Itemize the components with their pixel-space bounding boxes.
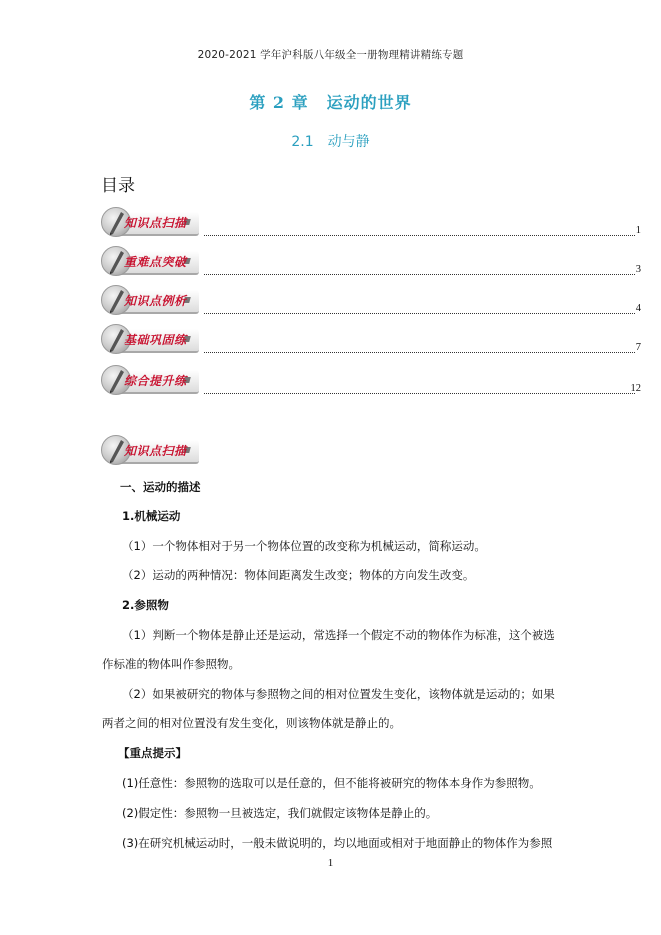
toc-leader: [204, 352, 635, 353]
paragraph: 两者之间的相对位置没有发生变化，则该物体就是静止的。: [102, 716, 401, 730]
toc-item-page: 12: [630, 383, 641, 394]
paragraph: （2）运动的两种情况：物体间距离发生改变；物体的方向发生改变。: [122, 568, 475, 582]
toc-item-page: 3: [635, 264, 641, 275]
toc-item-page: 1: [635, 225, 641, 236]
toc-badge: [101, 323, 201, 355]
pen-icon: [104, 287, 126, 313]
toc-item[interactable]: [101, 245, 641, 281]
toc-item-label: 综合提升练: [124, 374, 187, 388]
section-number: 2.1: [291, 134, 314, 150]
heading-motion: 一、运动的描述: [120, 480, 201, 494]
subheading-reference-object: 2.参照物: [122, 598, 169, 612]
page-number: 1: [327, 857, 334, 869]
toc-badge: [101, 245, 201, 277]
toc-item[interactable]: [101, 323, 641, 359]
paragraph: （2）如果被研究的物体与参照物之间的相对位置发生变化，该物体就是运动的；如果: [122, 687, 555, 701]
toc-item-label: 知识点例析: [124, 294, 187, 308]
toc-item[interactable]: [101, 364, 641, 400]
toc-leader: [204, 274, 635, 275]
page-header: 2020-2021 学年沪科版八年级全一册物理精讲精练专题: [197, 49, 464, 61]
toc-item-page: 7: [635, 342, 641, 353]
toc-leader: [204, 313, 635, 314]
subheading-mechanical-motion: 1.机械运动: [122, 509, 181, 523]
toc-badge: [101, 364, 201, 396]
toc-item[interactable]: [101, 284, 641, 320]
pen-icon: [104, 367, 126, 393]
paragraph: （1）一个物体相对于另一个物体位置的改变称为机械运动，简称运动。: [122, 539, 486, 553]
toc-item-label: 基础巩固练: [124, 333, 187, 347]
chapter-number: 第 2 章: [249, 93, 309, 112]
pen-icon: [104, 209, 126, 235]
toc-item-page: 4: [635, 303, 641, 314]
pen-icon: [104, 248, 126, 274]
tip-item: (3)在研究机械运动时，一般未做说明的，均以地面或相对于地面静止的物体作为参照: [122, 836, 553, 850]
section-badge-label: 知识点扫描: [124, 444, 187, 458]
pen-icon: [104, 437, 126, 463]
toc-title: 目录: [101, 176, 135, 196]
tip-title: 【重点提示】: [118, 746, 187, 760]
section-name: 动与静: [327, 134, 370, 150]
toc-badge: [101, 284, 201, 316]
section-badge: [101, 434, 201, 466]
toc-item[interactable]: [101, 206, 641, 242]
paragraph: 作标准的物体叫作参照物。: [102, 657, 240, 671]
toc-item-label: 知识点扫描: [124, 216, 187, 230]
toc-item-label: 重难点突破: [124, 255, 187, 269]
toc-leader: [204, 235, 635, 236]
pen-icon: [104, 326, 126, 352]
tip-item: (2)假定性：参照物一旦被选定，我们就假定该物体是静止的。: [122, 806, 438, 820]
toc-leader: [204, 393, 635, 394]
chapter-title: [0, 90, 661, 113]
toc-badge: [101, 206, 201, 238]
section-title: [0, 131, 661, 151]
chapter-name: 运动的世界: [326, 93, 412, 112]
paragraph: （1）判断一个物体是静止还是运动，常选择一个假定不动的物体作为标准，这个被选: [122, 628, 555, 642]
tip-item: (1)任意性：参照物的选取可以是任意的，但不能将被研究的物体本身作为参照物。: [122, 776, 541, 790]
